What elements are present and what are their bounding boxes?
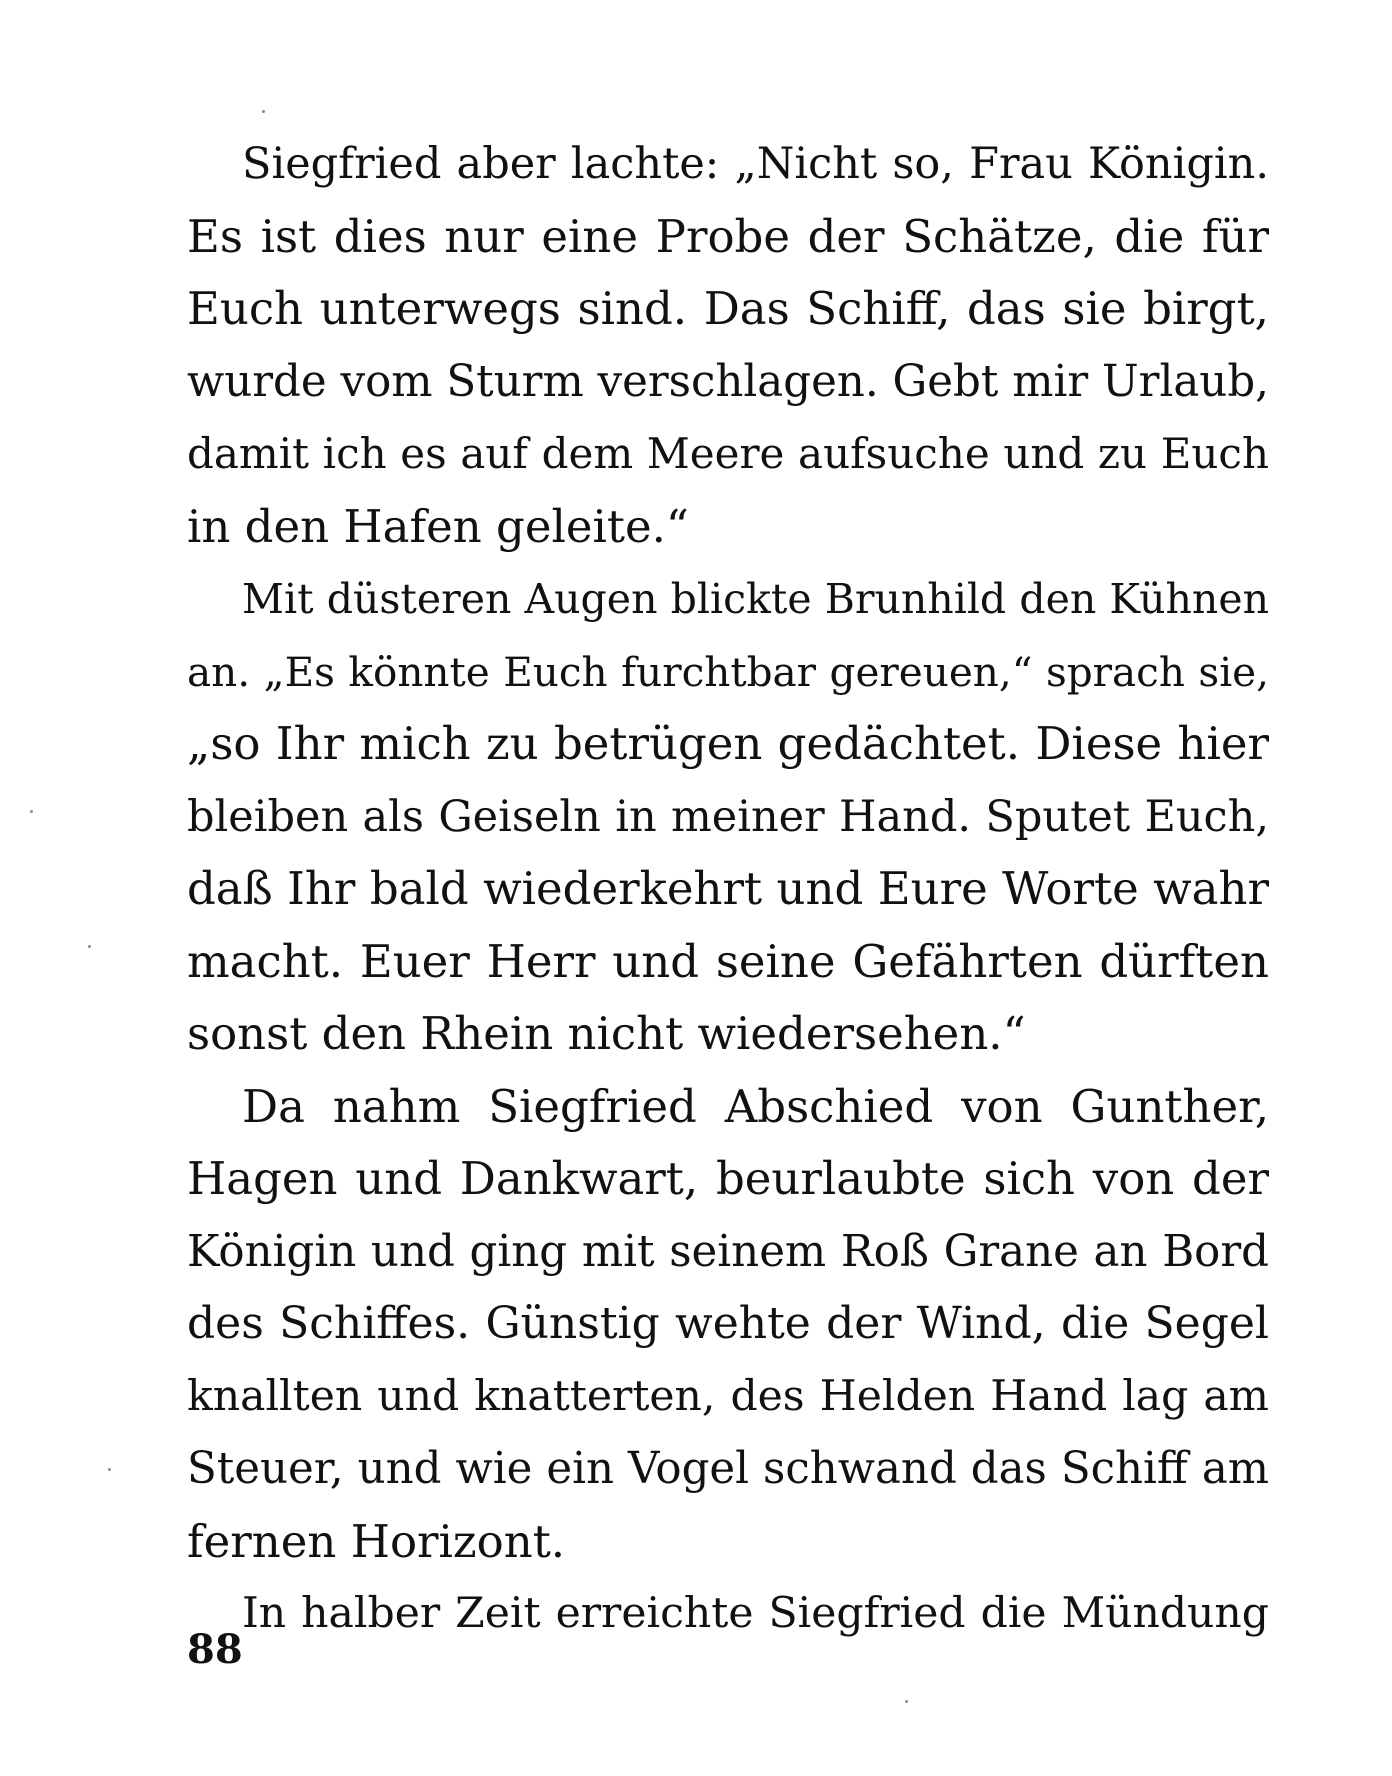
text-line: des Schiffes. Günstig wehte der Wind, die Segel [187, 1298, 1269, 1349]
text-line: daß Ihr bald wiederkehrt und Eure Worte wahr [187, 862, 1269, 915]
text-line: damit ich es auf dem Meere aufsuche und zu Euch [187, 429, 1269, 478]
scan-speck [905, 1700, 908, 1703]
text-line: Es ist dies nur eine Probe der Schätze, die für [187, 209, 1269, 263]
scan-speck [262, 110, 265, 113]
text-line: in den Hafen geleite.“ [187, 499, 689, 553]
text-line: Steuer, und wie ein Vogel schwand das Schiff am [187, 1444, 1269, 1494]
body-text [187, 128, 1269, 1651]
page-number: 88 [187, 1626, 243, 1673]
text-line: wurde vom Sturm verschlagen. Gebt mir Urlaub, [187, 356, 1269, 407]
text-line: bleiben als Geiseln in meiner Hand. Sputet Euch, [187, 791, 1269, 842]
scan-speck [30, 810, 33, 813]
text-line: In halber Zeit erreichte Siegfried die Mündung [242, 1589, 1269, 1638]
text-line: Königin und ging mit seinem Roß Grane an Bord [187, 1226, 1269, 1277]
text-line: Euch unterwegs sind. Das Schiff, das sie birgt, [187, 282, 1269, 335]
scan-speck [88, 945, 91, 948]
text-line: Hagen und Dankwart, beurlaubte sich von der [187, 1152, 1269, 1205]
text-line: macht. Euer Herr und seine Gefährten dürften [187, 934, 1269, 988]
text-line: Siegfried aber lachte: „Nicht so, Frau Königin. [242, 139, 1269, 189]
scan-speck [108, 1468, 111, 1471]
text-line: Da nahm Siegfried Abschied von Gunther, [242, 1079, 1269, 1133]
text-line: Mit düsteren Augen blickte Brunhild den Kühnen [242, 575, 1269, 623]
text-line: sonst den Rhein nicht wiedersehen.“ [187, 1007, 1026, 1060]
text-line: an. „Es könnte Euch furchtbar gereuen,“ sprach sie, [187, 647, 1269, 696]
text-line: „so Ihr mich zu betrügen gedächtet. Diese hier [187, 717, 1269, 770]
text-line: fernen Horizont. [187, 1514, 566, 1568]
text-line: knallten und knatterten, des Helden Hand lag am [187, 1371, 1269, 1421]
